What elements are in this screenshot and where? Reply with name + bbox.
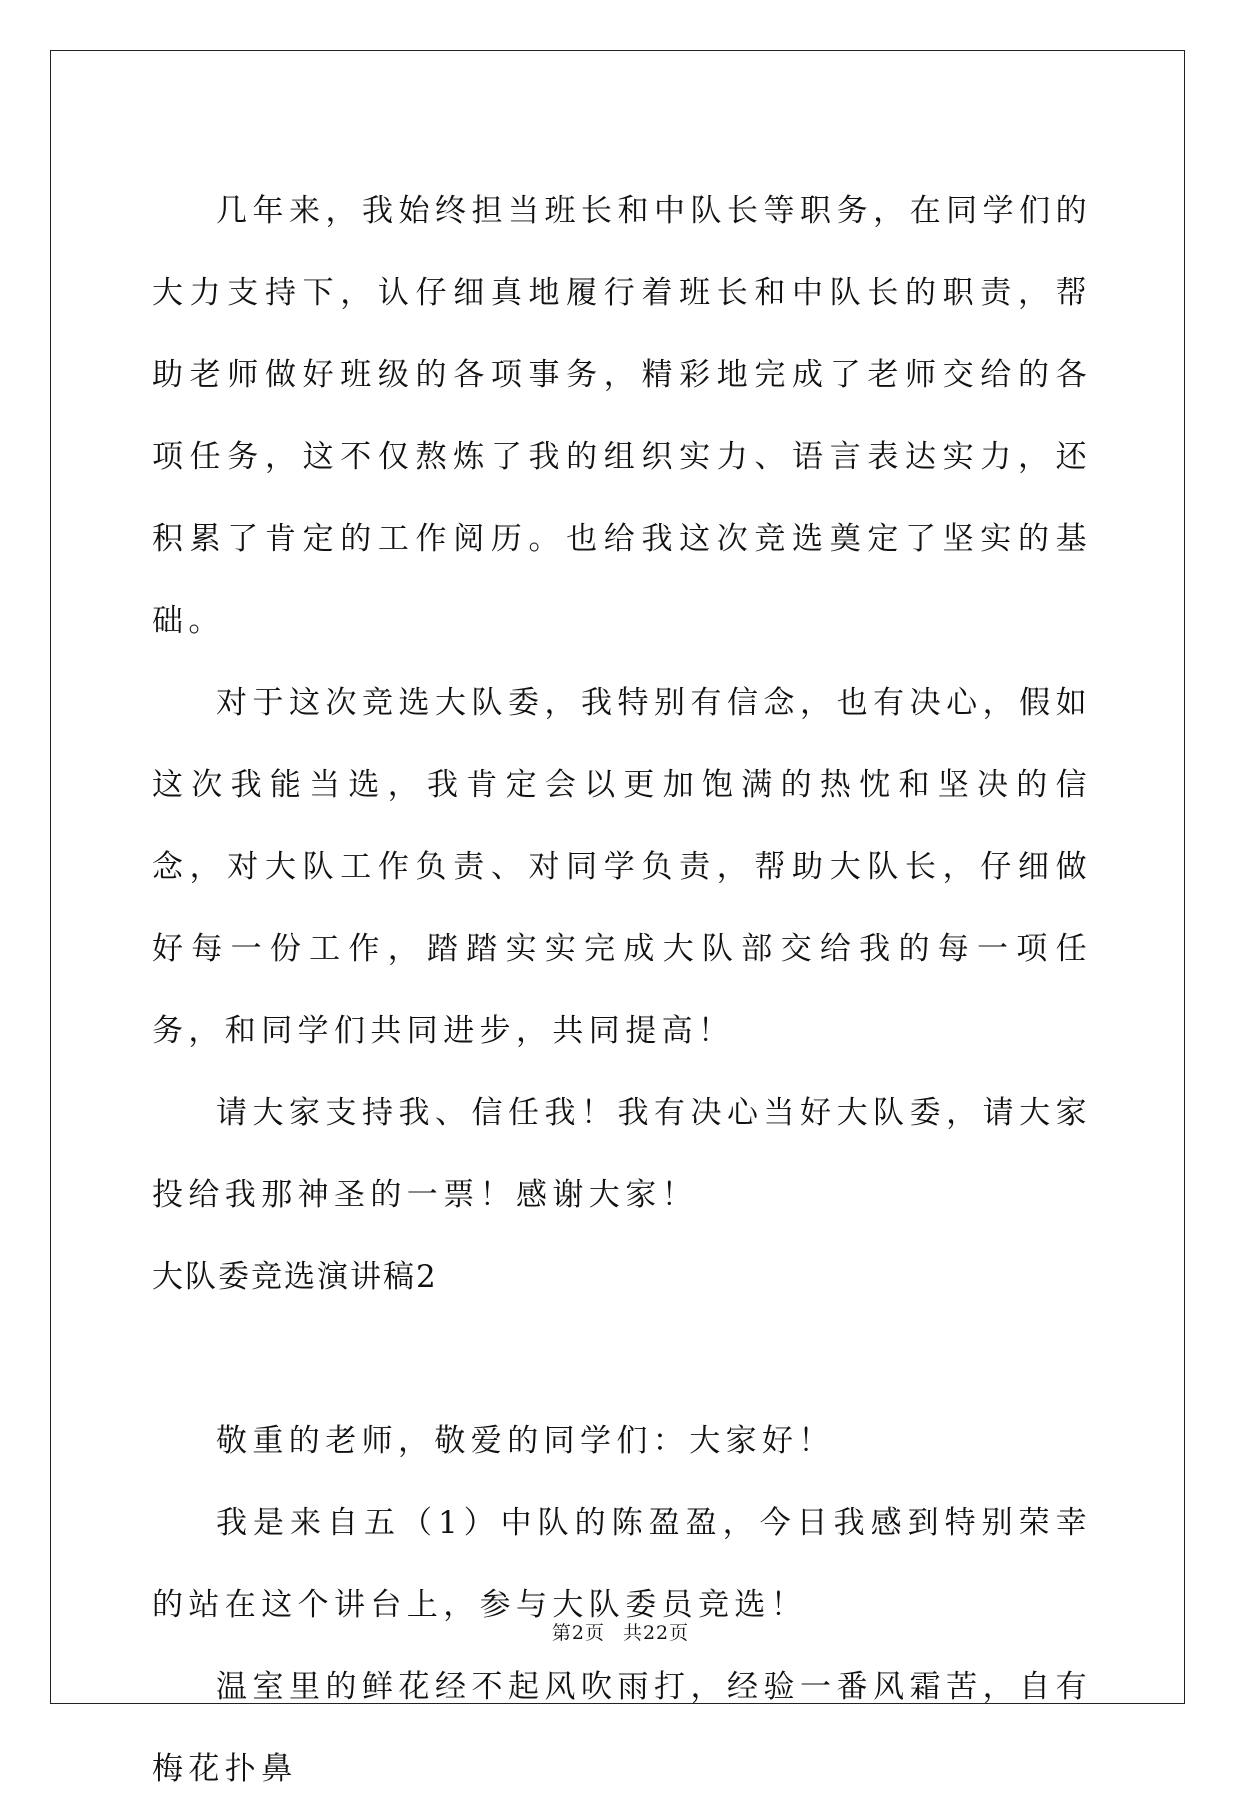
paragraph: 请大家支持我、信任我！我有决心当好大队委，请大家投给我那神圣的一票！感谢大家！ <box>152 1095 1092 1213</box>
total-pages: 共22页 <box>622 1622 690 1644</box>
paragraph: 温室里的鲜花经不起风吹雨打，经验一番风霜苦，自有梅花扑鼻 <box>152 1669 1092 1787</box>
paragraph: 几年来，我始终担当班长和中队长等职务，在同学们的大力支持下，认仔细真地履行着班长和中队长的职责，帮助老师做好班级的各项事务，精彩地完成了老师交给的各项任务，这不仅熬炼了我的组织实力、语言表达实力，还积累了肯定的工作阅历。也给我这次竞选奠定了坚实的基础。 <box>152 193 1092 639</box>
blank-line <box>152 1318 1092 1400</box>
paragraph: 对于这次竞选大队委，我特别有信念，也有决心，假如这次我能当选，我肯定会以更加饱满的热忱和坚决的信念，对大队工作负责、对同学负责，帮助大队长，仔细做好每一份工作，踏踏实实完成大队部交给我的每一项任务，和同学们共同进步，共同提高！ <box>152 685 1092 1049</box>
page-number: 第2页 <box>551 1622 605 1644</box>
paragraph: 敬重的老师，敬爱的同学们：大家好！ <box>216 1423 835 1459</box>
paragraph: 我是来自五（1）中队的陈盈盈，今日我感到特别荣幸的站在这个讲台上，参与大队委员竞选！ <box>152 1505 1092 1623</box>
section-heading: 大队委竞选演讲稿2 <box>152 1259 438 1295</box>
page-footer <box>0 1618 1241 1645</box>
document-body <box>152 170 1092 1810</box>
